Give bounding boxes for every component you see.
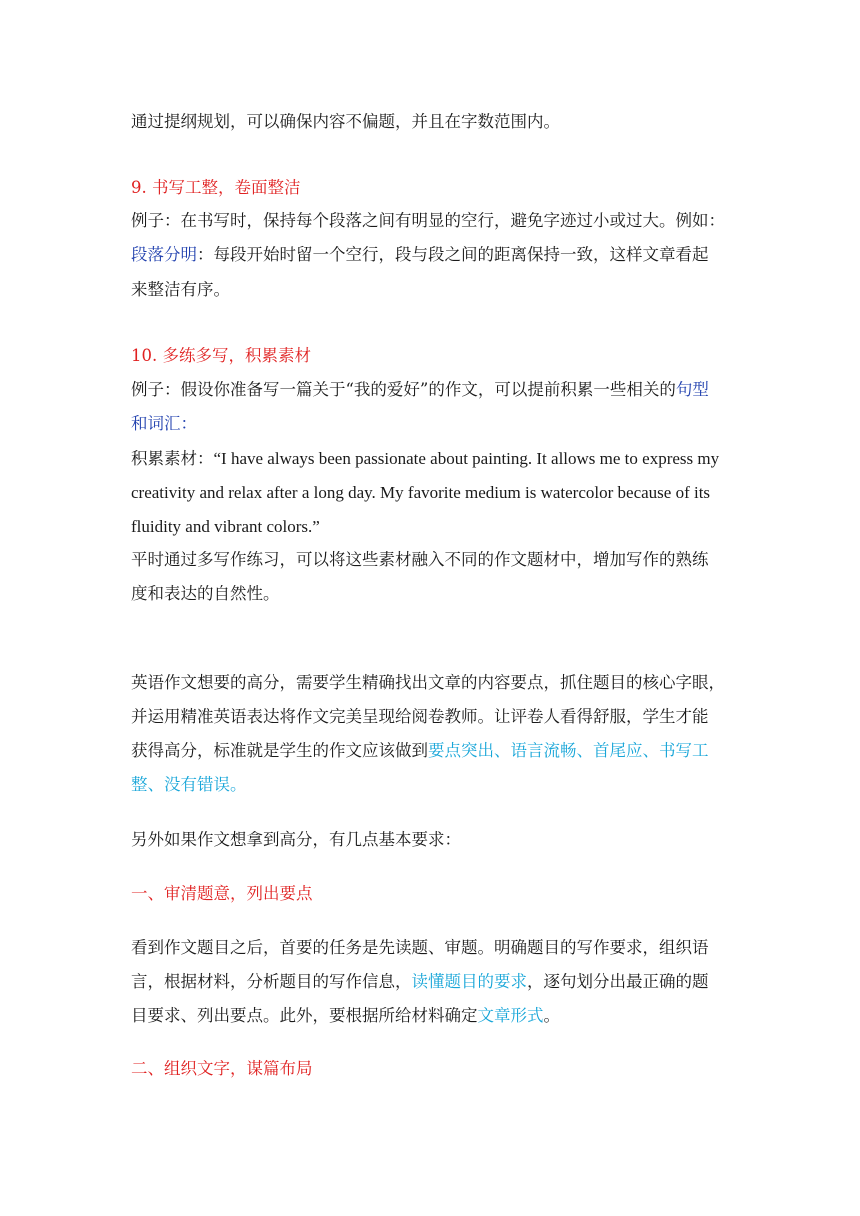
req1-line2-pre: 言，根据材料，分析题目的写作信息， — [131, 972, 412, 991]
tip10-practice-line1: 平时通过多写作练习，可以将这些素材融入不同的作文题材中，增加写作的熟练 — [131, 550, 709, 569]
tip10-example-text: 例子：假设你准备写一篇关于“我的爱好”的作文，可以提前积累一些相关的 — [131, 380, 676, 399]
req1-highlight-2: 文章形式 — [477, 1006, 544, 1025]
summary-highlight-1: 要点突出、语言流畅、首尾应、书写工 — [428, 741, 709, 760]
summary-line3-text: 获得高分，标准就是学生的作文应该做到 — [131, 741, 428, 760]
tip9-example-line2-text: ：每段开始时留一个空行，段与段之间的距离保持一致，这样文章看起 — [197, 245, 709, 264]
tip9-highlight: 段落分明 — [131, 245, 197, 264]
tip10-material-line3: fluidity and vibrant colors.” — [131, 517, 320, 536]
req2-heading: 二、组织文字，谋篇布局 — [131, 1059, 313, 1078]
summary-line1: 英语作文想要的高分，需要学生精确找出文章的内容要点，抓住题目的核心字眼， — [131, 673, 725, 692]
tip10-highlight-2: 和词汇： — [131, 414, 197, 433]
tip10-highlight-1: 句型 — [675, 380, 709, 399]
req1-line1: 看到作文题目之后，首要的任务是先读题、审题。明确题目的写作要求，组织语 — [131, 938, 709, 957]
material-label: 积累素材： — [131, 449, 214, 468]
tip9-example-line3: 来整洁有序。 — [131, 280, 230, 299]
summary-line3 — [131, 741, 741, 761]
req1-heading: 一、审清题意，列出要点 — [131, 884, 313, 903]
req1-highlight-1: 读懂题目的要求 — [411, 972, 527, 991]
tip9-example-line2 — [131, 245, 741, 265]
tip10-material-line2: creativity and relax after a long day. My favorite medium is watercolor because of its — [131, 483, 711, 502]
req1-line3 — [131, 1006, 741, 1026]
tip9-example-line1: 例子：在书写时，保持每个段落之间有明显的空行，避免字迹过小或过大。例如： — [131, 211, 725, 230]
requirements-intro: 另外如果作文想拿到高分，有几点基本要求： — [131, 830, 461, 849]
outline-conclusion: 通过提纲规划，可以确保内容不偏题，并且在字数范围内。 — [131, 112, 560, 131]
tip9-heading: 9. 书写工整，卷面整洁 — [131, 178, 301, 197]
summary-highlight-2: 整、没有错误。 — [131, 775, 247, 794]
req1-line2-post: ，逐句划分出最正确的题 — [527, 972, 709, 991]
req1-line3-post: 。 — [543, 1006, 560, 1025]
summary-line2: 并运用精准英语表达将作文完美呈现给阅卷教师。让评卷人看得舒服，学生才能 — [131, 707, 709, 726]
tip10-heading: 10. 多练多写，积累素材 — [131, 346, 311, 365]
tip10-practice-line2: 度和表达的自然性。 — [131, 584, 280, 603]
material-quote-1: “I have always been passionate about painting. It allows me to express my — [213, 449, 720, 468]
req1-line2 — [131, 972, 741, 992]
tip10-material-line1 — [131, 449, 741, 469]
tip10-example-line1 — [131, 380, 741, 400]
req1-line3-pre: 目要求、列出要点。此外，要根据所给材料确定 — [131, 1006, 478, 1025]
